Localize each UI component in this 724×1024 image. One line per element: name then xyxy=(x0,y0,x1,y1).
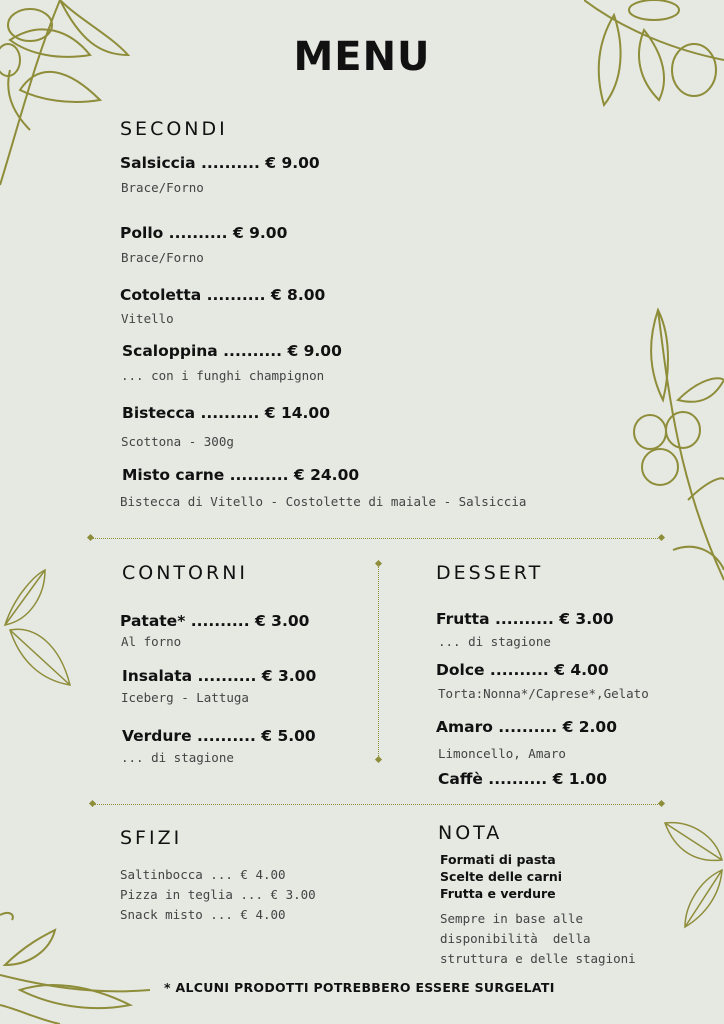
dessert-desc-frutta: ... di stagione xyxy=(438,634,551,649)
divider-top xyxy=(92,538,662,539)
dessert-heading: DESSERT xyxy=(436,562,544,584)
dessert-desc-dolce: Torta:Nonna*/Caprese*,Gelato xyxy=(438,686,649,701)
divider-dot xyxy=(89,800,96,807)
dessert-item-amaro: Amaro .......... € 2.00 xyxy=(436,718,617,736)
nota-body-line: Sempre in base alle xyxy=(440,911,583,926)
menu-title: MENU xyxy=(293,34,431,80)
secondi-desc-scaloppina: ... con i funghi champignon xyxy=(121,368,325,383)
divider-dot xyxy=(87,534,94,541)
secondi-desc-misto-carne: Bistecca di Vitello - Costolette di maiale - Salsiccia xyxy=(120,494,527,509)
sfizi-heading: SFIZI xyxy=(120,827,183,849)
secondi-item-bistecca: Bistecca .......... € 14.00 xyxy=(122,404,330,422)
basil-leaf-left-icon xyxy=(0,565,75,695)
contorni-heading: CONTORNI xyxy=(122,562,249,584)
secondi-desc-pollo: Brace/Forno xyxy=(121,250,204,265)
nota-heading: NOTA xyxy=(438,822,503,844)
contorni-desc-verdure: ... di stagione xyxy=(121,750,234,765)
nota-line-frutta: Frutta e verdure xyxy=(440,886,556,901)
nota-body-line: disponibilità della xyxy=(440,931,591,946)
dessert-item-dolce: Dolce .......... € 4.00 xyxy=(436,661,609,679)
divider-bottom xyxy=(94,804,662,805)
dessert-item-frutta: Frutta .......... € 3.00 xyxy=(436,610,614,628)
secondi-desc-cotoletta: Vitello xyxy=(121,311,174,326)
secondi-item-scaloppina: Scaloppina .......... € 9.00 xyxy=(122,342,342,360)
contorni-item-verdure: Verdure .......... € 5.00 xyxy=(122,727,316,745)
divider-dot xyxy=(658,800,665,807)
olive-branch-right-icon xyxy=(628,300,724,590)
secondi-item-pollo: Pollo .......... € 9.00 xyxy=(120,224,288,242)
contorni-item-patate: Patate* .......... € 3.00 xyxy=(120,612,310,630)
nota-line-carni: Scelte delle carni xyxy=(440,869,562,884)
secondi-desc-bistecca: Scottona - 300g xyxy=(121,434,234,449)
secondi-desc-salsiccia: Brace/Forno xyxy=(121,180,204,195)
secondi-item-misto-carne: Misto carne .......... € 24.00 xyxy=(122,466,360,484)
divider-dot xyxy=(375,560,382,567)
secondi-item-cotoletta: Cotoletta .......... € 8.00 xyxy=(120,286,326,304)
nota-line-pasta: Formati di pasta xyxy=(440,852,556,867)
sfizi-item-pizza: Pizza in teglia ... € 3.00 xyxy=(120,887,316,902)
contorni-desc-insalata: Iceberg - Lattuga xyxy=(121,690,249,705)
divider-dot xyxy=(375,756,382,763)
footer-note: * ALCUNI PRODOTTI POTREBBERO ESSERE SURGELATI xyxy=(164,980,555,995)
dessert-item-caffe: Caffè .......... € 1.00 xyxy=(438,770,608,788)
contorni-item-insalata: Insalata .......... € 3.00 xyxy=(122,667,317,685)
nota-body-line: struttura e delle stagioni xyxy=(440,951,636,966)
dessert-desc-amaro: Limoncello, Amaro xyxy=(438,746,566,761)
sfizi-item-saltinbocca: Saltinbocca ... € 4.00 xyxy=(120,867,286,882)
secondi-item-salsiccia: Salsiccia .......... € 9.00 xyxy=(120,154,320,172)
divider-vertical xyxy=(378,565,379,760)
contorni-desc-patate: Al forno xyxy=(121,634,182,649)
secondi-heading: SECONDI xyxy=(120,118,228,140)
olive-branch-bottom-left-icon xyxy=(0,905,150,1024)
basil-leaf-right-icon xyxy=(660,815,724,930)
olive-branch-top-left-icon xyxy=(0,0,135,190)
sfizi-item-snack: Snack misto ... € 4.00 xyxy=(120,907,286,922)
